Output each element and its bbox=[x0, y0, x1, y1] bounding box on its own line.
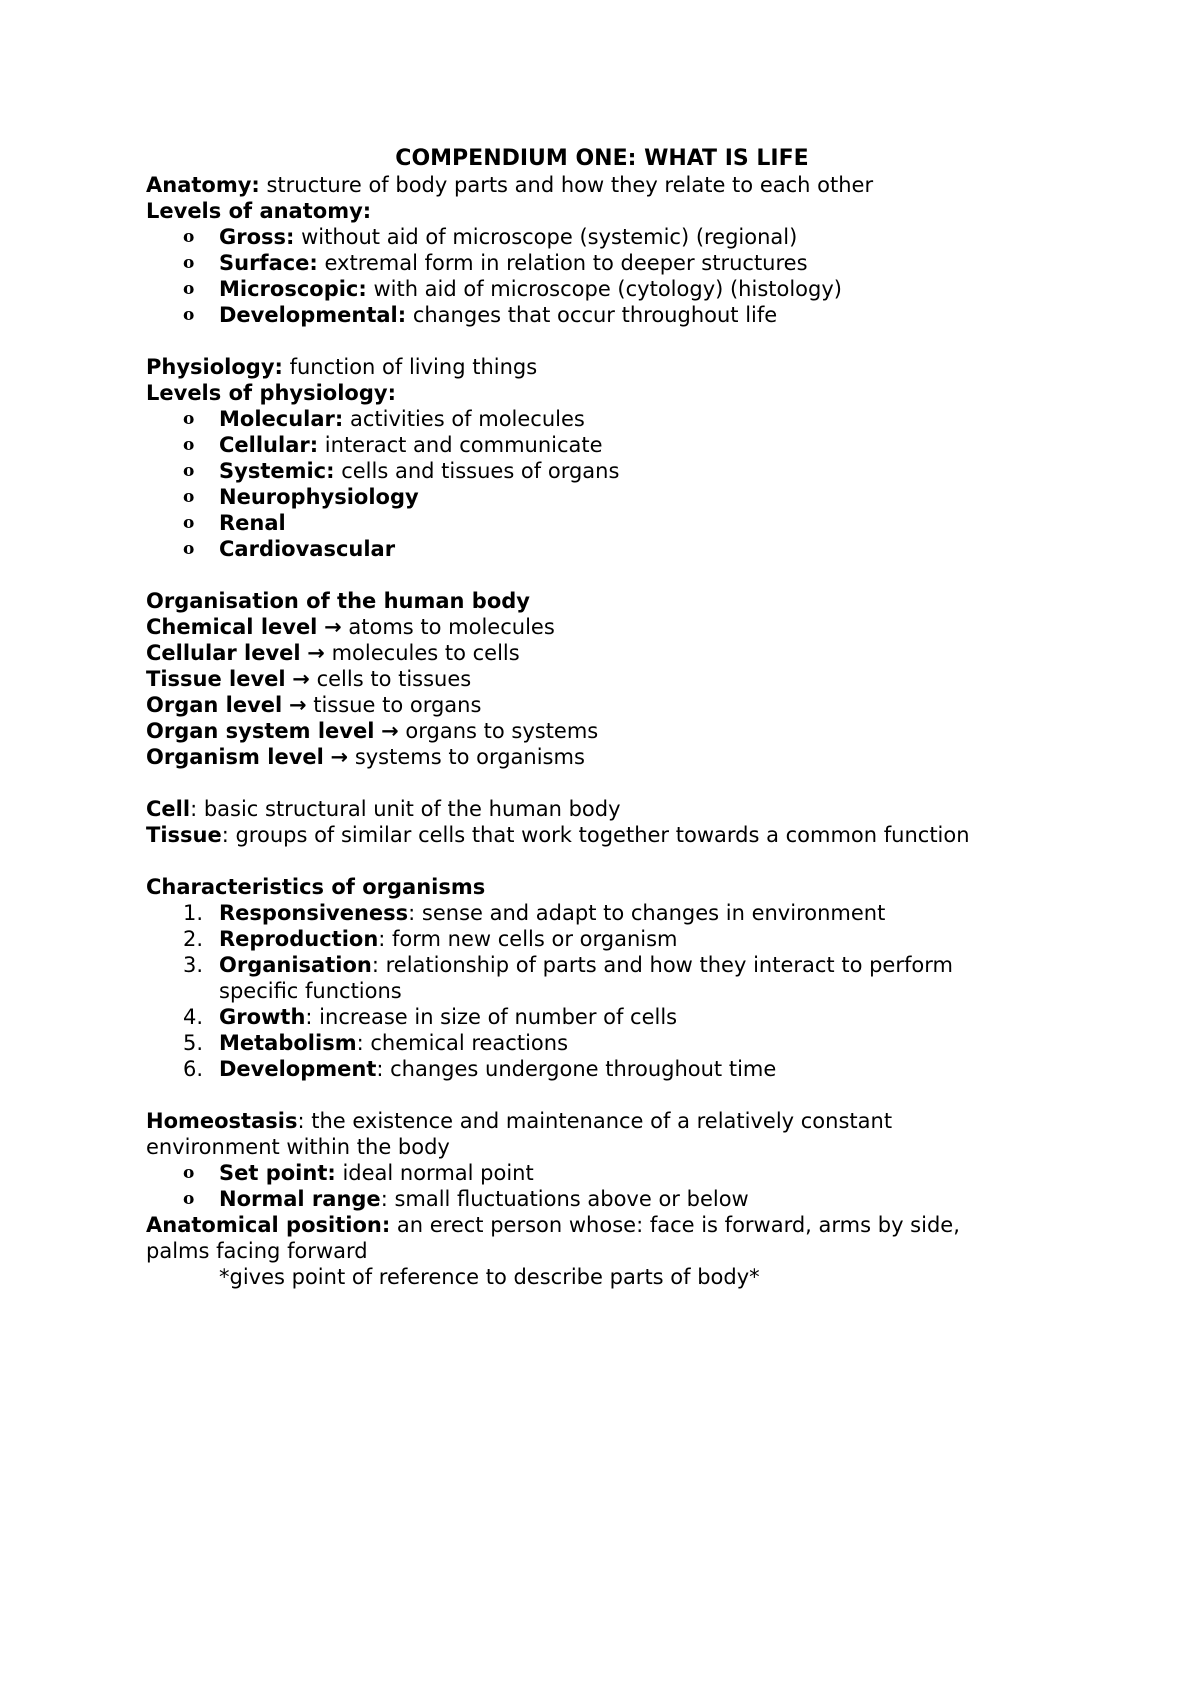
list-item-def: ideal normal point bbox=[335, 1161, 534, 1185]
organisation-row bbox=[146, 744, 1066, 770]
document-page bbox=[146, 145, 1066, 1290]
list-item-def: extremal form in relation to deeper structures bbox=[317, 251, 808, 275]
list-item-term: Gross: bbox=[219, 225, 295, 249]
list-item-def: : changes undergone throughout time bbox=[376, 1057, 777, 1081]
list-item-def: : form new cells or organism bbox=[378, 927, 678, 951]
homeostasis-def: : the existence and maintenance of a relatively constant bbox=[297, 1109, 893, 1133]
organisation-def: atoms to molecules bbox=[348, 615, 555, 639]
organisation-def: cells to tissues bbox=[316, 667, 472, 691]
bullet-marker: o bbox=[183, 487, 195, 507]
list-item-term: Cellular: bbox=[219, 433, 319, 457]
list-number: 1. bbox=[183, 901, 204, 925]
physiology-levels-list bbox=[146, 406, 1066, 562]
list-item-def: changes that occur throughout life bbox=[406, 303, 778, 327]
list-number: 4. bbox=[183, 1005, 204, 1029]
list-item-term: Cardiovascular bbox=[219, 537, 396, 561]
list-item bbox=[146, 926, 1066, 952]
organisation-term: Organ level bbox=[146, 693, 283, 717]
organisation-row bbox=[146, 718, 1066, 744]
list-number: 5. bbox=[183, 1031, 204, 1055]
list-item-term: Neurophysiology bbox=[219, 485, 419, 509]
organisation-row bbox=[146, 614, 1066, 640]
list-number: 3. bbox=[183, 953, 204, 977]
document-title: COMPENDIUM ONE: WHAT IS LIFE bbox=[395, 146, 809, 171]
list-item-def: interact and communicate bbox=[318, 433, 603, 457]
list-item-def: : small fluctuations above or below bbox=[380, 1187, 749, 1211]
list-item bbox=[146, 406, 1066, 432]
arrow-right-icon: → bbox=[307, 641, 325, 665]
list-item-def: activities of molecules bbox=[343, 407, 585, 431]
list-item-def: : sense and adapt to changes in environment bbox=[408, 901, 886, 925]
anatomical-position-def: an erect person whose: face is forward, arms by side, bbox=[390, 1213, 960, 1237]
organisation-row bbox=[146, 666, 1066, 692]
list-item-term: Surface: bbox=[219, 251, 318, 275]
list-item-term: Responsiveness bbox=[219, 901, 409, 925]
list-item bbox=[146, 224, 1066, 250]
characteristics-heading: Characteristics of organisms bbox=[146, 875, 486, 899]
list-item-term: Organisation bbox=[219, 953, 372, 977]
physiology-term: Physiology: bbox=[146, 355, 283, 379]
list-item bbox=[146, 458, 1066, 484]
anatomy-def: structure of body parts and how they relate to each other bbox=[259, 173, 874, 197]
list-item bbox=[146, 900, 1066, 926]
list-item-term: Renal bbox=[219, 511, 286, 535]
list-item-term: Growth bbox=[219, 1005, 306, 1029]
organisation-row bbox=[146, 692, 1066, 718]
organisation-def: molecules to cells bbox=[331, 641, 520, 665]
list-item-term: Developmental: bbox=[219, 303, 407, 327]
list-item bbox=[146, 536, 1066, 562]
spacer bbox=[146, 1082, 1066, 1108]
anatomical-position-definition bbox=[146, 1212, 1066, 1238]
anatomy-definition bbox=[146, 172, 1066, 198]
list-number: 2. bbox=[183, 927, 204, 951]
bullet-marker: o bbox=[183, 253, 195, 273]
list-item-term: Metabolism bbox=[219, 1031, 357, 1055]
organisation-term: Cellular level bbox=[146, 641, 301, 665]
bullet-marker: o bbox=[183, 409, 195, 429]
definition-def: : basic structural unit of the human body bbox=[190, 797, 621, 821]
tissue-definition bbox=[146, 822, 1066, 848]
list-item-term: Normal range bbox=[219, 1187, 381, 1211]
list-item-term: Microscopic: bbox=[219, 277, 367, 301]
list-item bbox=[146, 1030, 1066, 1056]
list-item bbox=[146, 1004, 1066, 1030]
anatomy-levels-list bbox=[146, 224, 1066, 328]
physiology-def: function of living things bbox=[282, 355, 538, 379]
anatomy-levels-heading: Levels of anatomy: bbox=[146, 199, 372, 223]
arrow-right-icon: → bbox=[288, 693, 307, 717]
anatomy-term: Anatomy: bbox=[146, 173, 260, 197]
list-item bbox=[146, 1056, 1066, 1082]
physiology-definition bbox=[146, 354, 1066, 380]
definition-term: Cell bbox=[146, 797, 191, 821]
list-item bbox=[146, 1186, 1066, 1212]
bullet-marker: o bbox=[183, 1189, 195, 1209]
organisation-term: Chemical level bbox=[146, 615, 318, 639]
organisation-def: tissue to organs bbox=[313, 693, 482, 717]
list-item-term: Set point: bbox=[219, 1161, 336, 1185]
arrow-right-icon: → bbox=[381, 719, 399, 743]
bullet-marker: o bbox=[183, 461, 195, 481]
organisation-term: Organism level bbox=[146, 745, 324, 769]
definition-def: : groups of similar cells that work together towards a common function bbox=[221, 823, 970, 847]
list-item bbox=[146, 276, 1066, 302]
list-item-term: Systemic: bbox=[219, 459, 335, 483]
list-item-def: : increase in size of number of cells bbox=[305, 1005, 678, 1029]
bullet-marker: o bbox=[183, 539, 195, 559]
organisation-def: organs to systems bbox=[405, 719, 599, 743]
list-item-term: Reproduction bbox=[219, 927, 379, 951]
definition-term: Tissue bbox=[146, 823, 222, 847]
spacer bbox=[146, 770, 1066, 796]
homeostasis-definition bbox=[146, 1108, 1066, 1134]
organisation-term: Tissue level bbox=[146, 667, 286, 691]
bullet-marker: o bbox=[183, 305, 195, 325]
list-item bbox=[146, 952, 999, 1004]
list-item bbox=[146, 302, 1066, 328]
spacer bbox=[146, 328, 1066, 354]
anatomical-position-def-continued: palms facing forward bbox=[146, 1239, 368, 1263]
bullet-marker: o bbox=[183, 1163, 195, 1183]
list-item bbox=[146, 484, 1066, 510]
spacer bbox=[146, 848, 1066, 874]
physiology-levels-heading: Levels of physiology: bbox=[146, 381, 396, 405]
list-item-term: Development bbox=[219, 1057, 377, 1081]
arrow-right-icon: → bbox=[324, 615, 342, 639]
organisation-heading: Organisation of the human body bbox=[146, 589, 530, 613]
list-item bbox=[146, 250, 1066, 276]
homeostasis-term: Homeostasis bbox=[146, 1109, 298, 1133]
list-item bbox=[146, 1160, 1066, 1186]
list-item-def: : chemical reactions bbox=[356, 1031, 569, 1055]
cell-definition bbox=[146, 796, 1066, 822]
bullet-marker: o bbox=[183, 279, 195, 299]
bullet-marker: o bbox=[183, 227, 195, 247]
list-item-def: without aid of microscope (systemic) (regional) bbox=[294, 225, 798, 249]
list-number: 6. bbox=[183, 1057, 204, 1081]
arrow-right-icon: → bbox=[292, 667, 310, 691]
spacer bbox=[146, 562, 1066, 588]
organisation-row bbox=[146, 640, 1066, 666]
bullet-marker: o bbox=[183, 435, 195, 455]
anatomical-position-note: *gives point of reference to describe parts of body* bbox=[219, 1265, 760, 1289]
list-item bbox=[146, 432, 1066, 458]
organisation-term: Organ system level bbox=[146, 719, 375, 743]
homeostasis-def-continued: environment within the body bbox=[146, 1135, 450, 1159]
organisation-def: systems to organisms bbox=[354, 745, 585, 769]
list-item-def: : relationship of parts and how they interact to perform specific functions bbox=[219, 953, 953, 1003]
bullet-marker: o bbox=[183, 513, 195, 533]
anatomical-position-term: Anatomical position: bbox=[146, 1213, 391, 1237]
list-item-term: Molecular: bbox=[219, 407, 344, 431]
arrow-right-icon: → bbox=[330, 745, 349, 769]
list-item-def: cells and tissues of organs bbox=[334, 459, 620, 483]
homeostasis-list bbox=[146, 1160, 1066, 1212]
list-item bbox=[146, 510, 1066, 536]
list-item-def: with aid of microscope (cytology) (histology) bbox=[366, 277, 842, 301]
characteristics-list bbox=[146, 900, 1066, 1082]
